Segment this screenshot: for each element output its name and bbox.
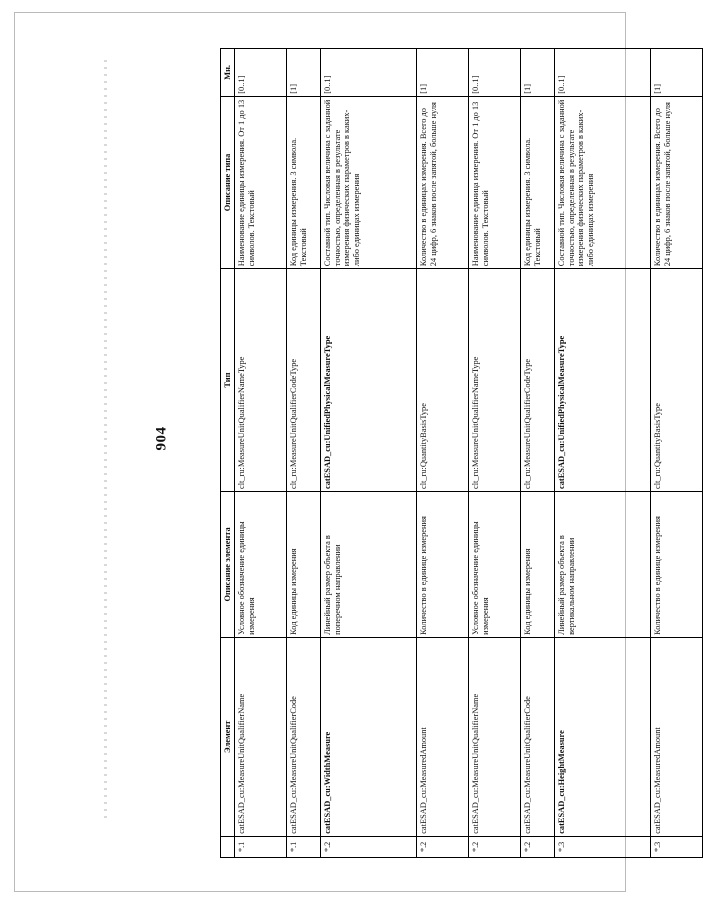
- column-header-multiplicity: Мн.: [221, 48, 235, 96]
- table-row: [469, 48, 521, 857]
- cell-mark: *.1: [287, 836, 321, 857]
- cell-type: clt_ru:MeasureUnitQualifierNameType: [235, 268, 287, 491]
- cell-element: catESAD_cu:MeasureUnitQualifierName: [235, 637, 287, 836]
- cell-element-description: Линейный размер объекта в поперечном направлении: [321, 491, 417, 637]
- cell-mark: *.3: [651, 836, 703, 857]
- cell-type-description: Код единицы измерения. 3 символа. Текстовый: [287, 96, 321, 268]
- cell-multiplicity: [1]: [287, 48, 321, 96]
- table-row: [651, 48, 703, 857]
- cell-element: catESAD_cu:MeasuredAmount: [417, 637, 469, 836]
- element-description-table: [220, 48, 703, 858]
- cell-mark: *.2: [469, 836, 521, 857]
- cell-type: catESAD_cu:UnifiedPhysicalMeasureType: [555, 268, 651, 491]
- cell-type-description: Составной тип. Числовая величина с заданной точностью, определенная в результате измерения физических параметров в каких-либо единицах измерения: [321, 96, 417, 268]
- cell-type: clt_ru:MeasureUnitQualifierCodeType: [287, 268, 321, 491]
- cell-type-description: Составной тип. Числовая величина с заданной точностью, определенная в результате измерения физических параметров в каких-либо единицах измерения: [555, 96, 651, 268]
- cell-element: catESAD_cu:MeasuredAmount: [651, 637, 703, 836]
- cell-type: clt_ru:MeasureUnitQualifierNameType: [469, 268, 521, 491]
- cell-type-description: Наименование единицы измерения. От 1 до 13 символов. Текстовый: [235, 96, 287, 268]
- column-header-mark: [221, 836, 235, 857]
- cell-multiplicity: [1]: [521, 48, 555, 96]
- cell-type-description: Количество в единицах измерения. Всего до 24 цифр, 6 знаков после запятой, больше нуля: [651, 96, 703, 268]
- cell-element-description: Условное обозначение единицы измерения: [469, 491, 521, 637]
- cell-type-description: Наименование единица измерения. От 1 до 13 символов. Текстовый: [469, 96, 521, 268]
- cell-mark: *.1: [235, 836, 287, 857]
- cell-type: clt_ru:MeasureUnitQualifierCodeType: [521, 268, 555, 491]
- cell-mark: *.2: [417, 836, 469, 857]
- cell-element-description: Количество в единице измерения: [651, 491, 703, 637]
- cell-element-description: Код единицы измерения: [521, 491, 555, 637]
- cell-multiplicity: [1]: [417, 48, 469, 96]
- cell-element-description: Количество в единице измерения: [417, 491, 469, 637]
- table-container: [220, 48, 672, 858]
- cell-multiplicity: [0..1]: [469, 48, 521, 96]
- cell-element: catESAD_cu:WidthMeasure: [321, 637, 417, 836]
- cell-element: catESAD_cu:HeightMeasure: [555, 637, 651, 836]
- cell-multiplicity: [0..1]: [555, 48, 651, 96]
- column-header-element: Элемент: [221, 637, 235, 836]
- table-header-row: [221, 48, 235, 857]
- cell-multiplicity: [0..1]: [235, 48, 287, 96]
- table-row: [417, 48, 469, 857]
- table-row: [235, 48, 287, 857]
- cell-element: catESAD_cu:MeasureUnitQualifierCode: [521, 637, 555, 836]
- cell-mark: *.2: [321, 836, 417, 857]
- table-row: [521, 48, 555, 857]
- cell-element-description: Код единицы измерения: [287, 491, 321, 637]
- table-row: [287, 48, 321, 857]
- cell-type: catESAD_cu:UnifiedPhysicalMeasureType: [321, 268, 417, 491]
- cell-mark: *.3: [555, 836, 651, 857]
- table-row: [555, 48, 651, 857]
- cell-element: catESAD_cu:MeasureUnitQualifierName: [469, 637, 521, 836]
- cell-type-description: Код единицы измерения. 3 символа. Текстовый: [521, 96, 555, 268]
- cell-type-description: Количество в единицах измерения. Всего до 24 цифр, 6 знаков после запятой, больше нуля: [417, 96, 469, 268]
- cell-multiplicity: [1]: [651, 48, 703, 96]
- cell-multiplicity: [0..1]: [321, 48, 417, 96]
- table-row: [321, 48, 417, 857]
- column-header-element-desc: Описание элемента: [221, 491, 235, 637]
- column-header-type-description: Описание типа: [221, 96, 235, 268]
- cell-type: clt_ru:QuantityBasisType: [417, 268, 469, 491]
- cell-mark: *.2: [521, 836, 555, 857]
- page-number: 904: [153, 426, 170, 451]
- cell-type: clt_ru:QuantityBasisType: [651, 268, 703, 491]
- column-header-type: Тип: [221, 268, 235, 491]
- table-body: [235, 48, 703, 857]
- cell-element-description: Условное обозначение единицы измерения: [235, 491, 287, 637]
- cell-element: catESAD_cu:MeasureUnitQualifierCode: [287, 637, 321, 836]
- cell-element-description: Линейный размер объекта в вертикальном направлении: [555, 491, 651, 637]
